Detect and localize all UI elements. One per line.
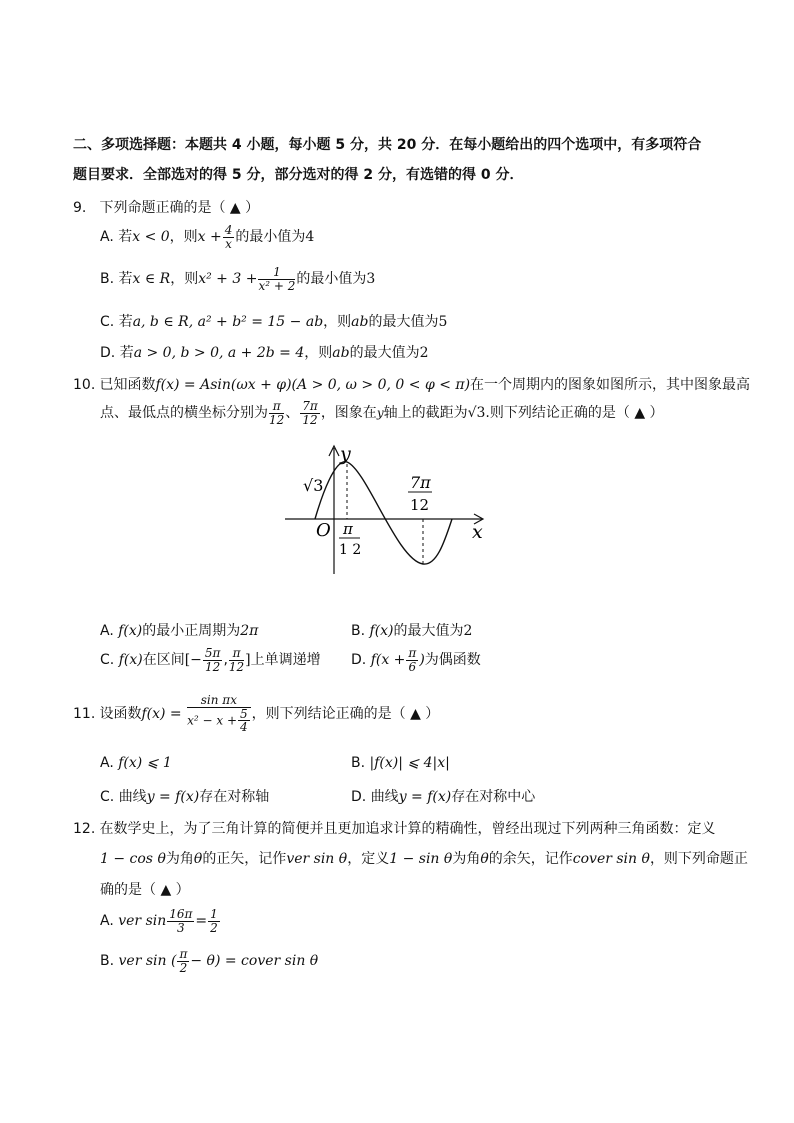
- q12-option-a: A. ver sin $\frac{16\pi}{3}$ = $\frac{1}{2}$: [100, 907, 218, 935]
- x-tick1-numerator: π: [343, 520, 353, 538]
- q10-option-b: B. f(x)的最大值为2: [351, 623, 473, 639]
- q12-line3: 确的是（ ▲ ）: [100, 882, 190, 898]
- y-axis-label: y: [340, 443, 351, 465]
- q12-option-b: B. ver sin ( $\frac{\pi}{2}$ − θ) = cover sin θ: [100, 947, 319, 975]
- x-tick2-numerator: 7π: [410, 473, 431, 492]
- q9-stem: [73, 197, 259, 217]
- q10-number: 10.: [73, 377, 96, 393]
- q11-option-d: D. 曲线y = f(x)存在对称中心: [351, 789, 536, 805]
- q11-option-b: B. |f(x)| ⩽ 4|x|: [351, 755, 450, 771]
- section-header-line1: 二、多项选择题：本题共 4 小题，每小题 5 分，共 20 分．在每小题给出的四个选项中，有多项符合: [73, 137, 702, 153]
- q11-number: 11.: [73, 705, 96, 722]
- graph-axes: [285, 446, 483, 574]
- q12-line1: 12. 在数学史上，为了三角计算的简便并且更加追求计算的精确性，曾经出现过下列两种三角函数：定义: [73, 821, 716, 837]
- q10-line1: 10. 已知函数f(x) = Asin(ωx + φ)(A > 0, ω > 0, 0 < φ < π)在一个周期内的图象如图所示，其中图象最高: [73, 377, 751, 393]
- q9-option-a: A. 若x < 0，则x + $\frac{4}{x}$ 的最小值为4: [100, 223, 315, 251]
- section-header-line2: 题目要求．全部选对的得 5 分，部分选对的得 2 分，有选错的得 0 分．: [73, 167, 524, 183]
- q9-option-c: C. 若a, b ∈ R, a² + b² = 15 − ab，则ab的最大值为5: [100, 314, 448, 330]
- q9-number: 9.: [73, 200, 87, 216]
- q10-option-c: C. f(x)在区间[− $\frac{5\pi}{12}$ , $\frac{\pi}{12}$ ]上单调递增: [100, 646, 321, 674]
- q12-line2: 1 − cos θ为角θ的正矢，记作ver sin θ，定义1 − sin θ为角θ的余矢，记作cover sin θ，则下列命题正: [100, 851, 748, 867]
- q9-text: 下列命题正确的是（ ▲ ）: [99, 200, 260, 216]
- q10-sine-graph: [282, 440, 492, 580]
- q11-option-c: C. 曲线y = f(x)存在对称轴: [100, 789, 270, 805]
- q9b-fraction: $\frac{1}{\text{x² + 2}}$: [258, 265, 296, 293]
- origin-label: O: [316, 520, 331, 541]
- q9-option-b: B. 若x ∈ R，则x² + 3 + $\frac{1}{\text{x² + 2}}$ 的最小值为3: [100, 265, 376, 293]
- q9a-fraction: $\frac{4}{x}$: [224, 223, 233, 251]
- x-tick2-denominator: 12: [410, 496, 430, 514]
- x-axis-label: x: [472, 521, 483, 543]
- q12-number: 12.: [73, 821, 96, 837]
- y-intercept-label: √3: [303, 476, 324, 495]
- q11-option-a: A. f(x) ⩽ 1: [100, 755, 172, 771]
- q9-option-d: D. 若a > 0, b > 0, a + 2b = 4，则ab的最大值为2: [100, 345, 429, 361]
- q10-option-a: A. f(x)的最小正周期为2π: [100, 623, 259, 639]
- q11-fraction: sin πx x² − x + $\frac{5}{4}$: [187, 694, 251, 734]
- x-tick1-denominator: 1 2: [339, 542, 362, 558]
- q10-line2: 点、最低点的横坐标分别为 $\frac{\pi}{12}$ 、 $\frac{7\pi}{12}$ ，图象在y轴上的截距为√3.则下列结论正确的是（ ▲ ）: [100, 399, 664, 427]
- q10-option-d: D. f(x + $\frac{\pi}{6}$ )为偶函数: [351, 646, 481, 674]
- sine-curve: [315, 462, 452, 564]
- q11-stem: 11. 设函数f(x) = sin πx x² − x + $\frac{5}{4}$ ，则下列结论正确的是（ ▲ ）: [73, 693, 440, 735]
